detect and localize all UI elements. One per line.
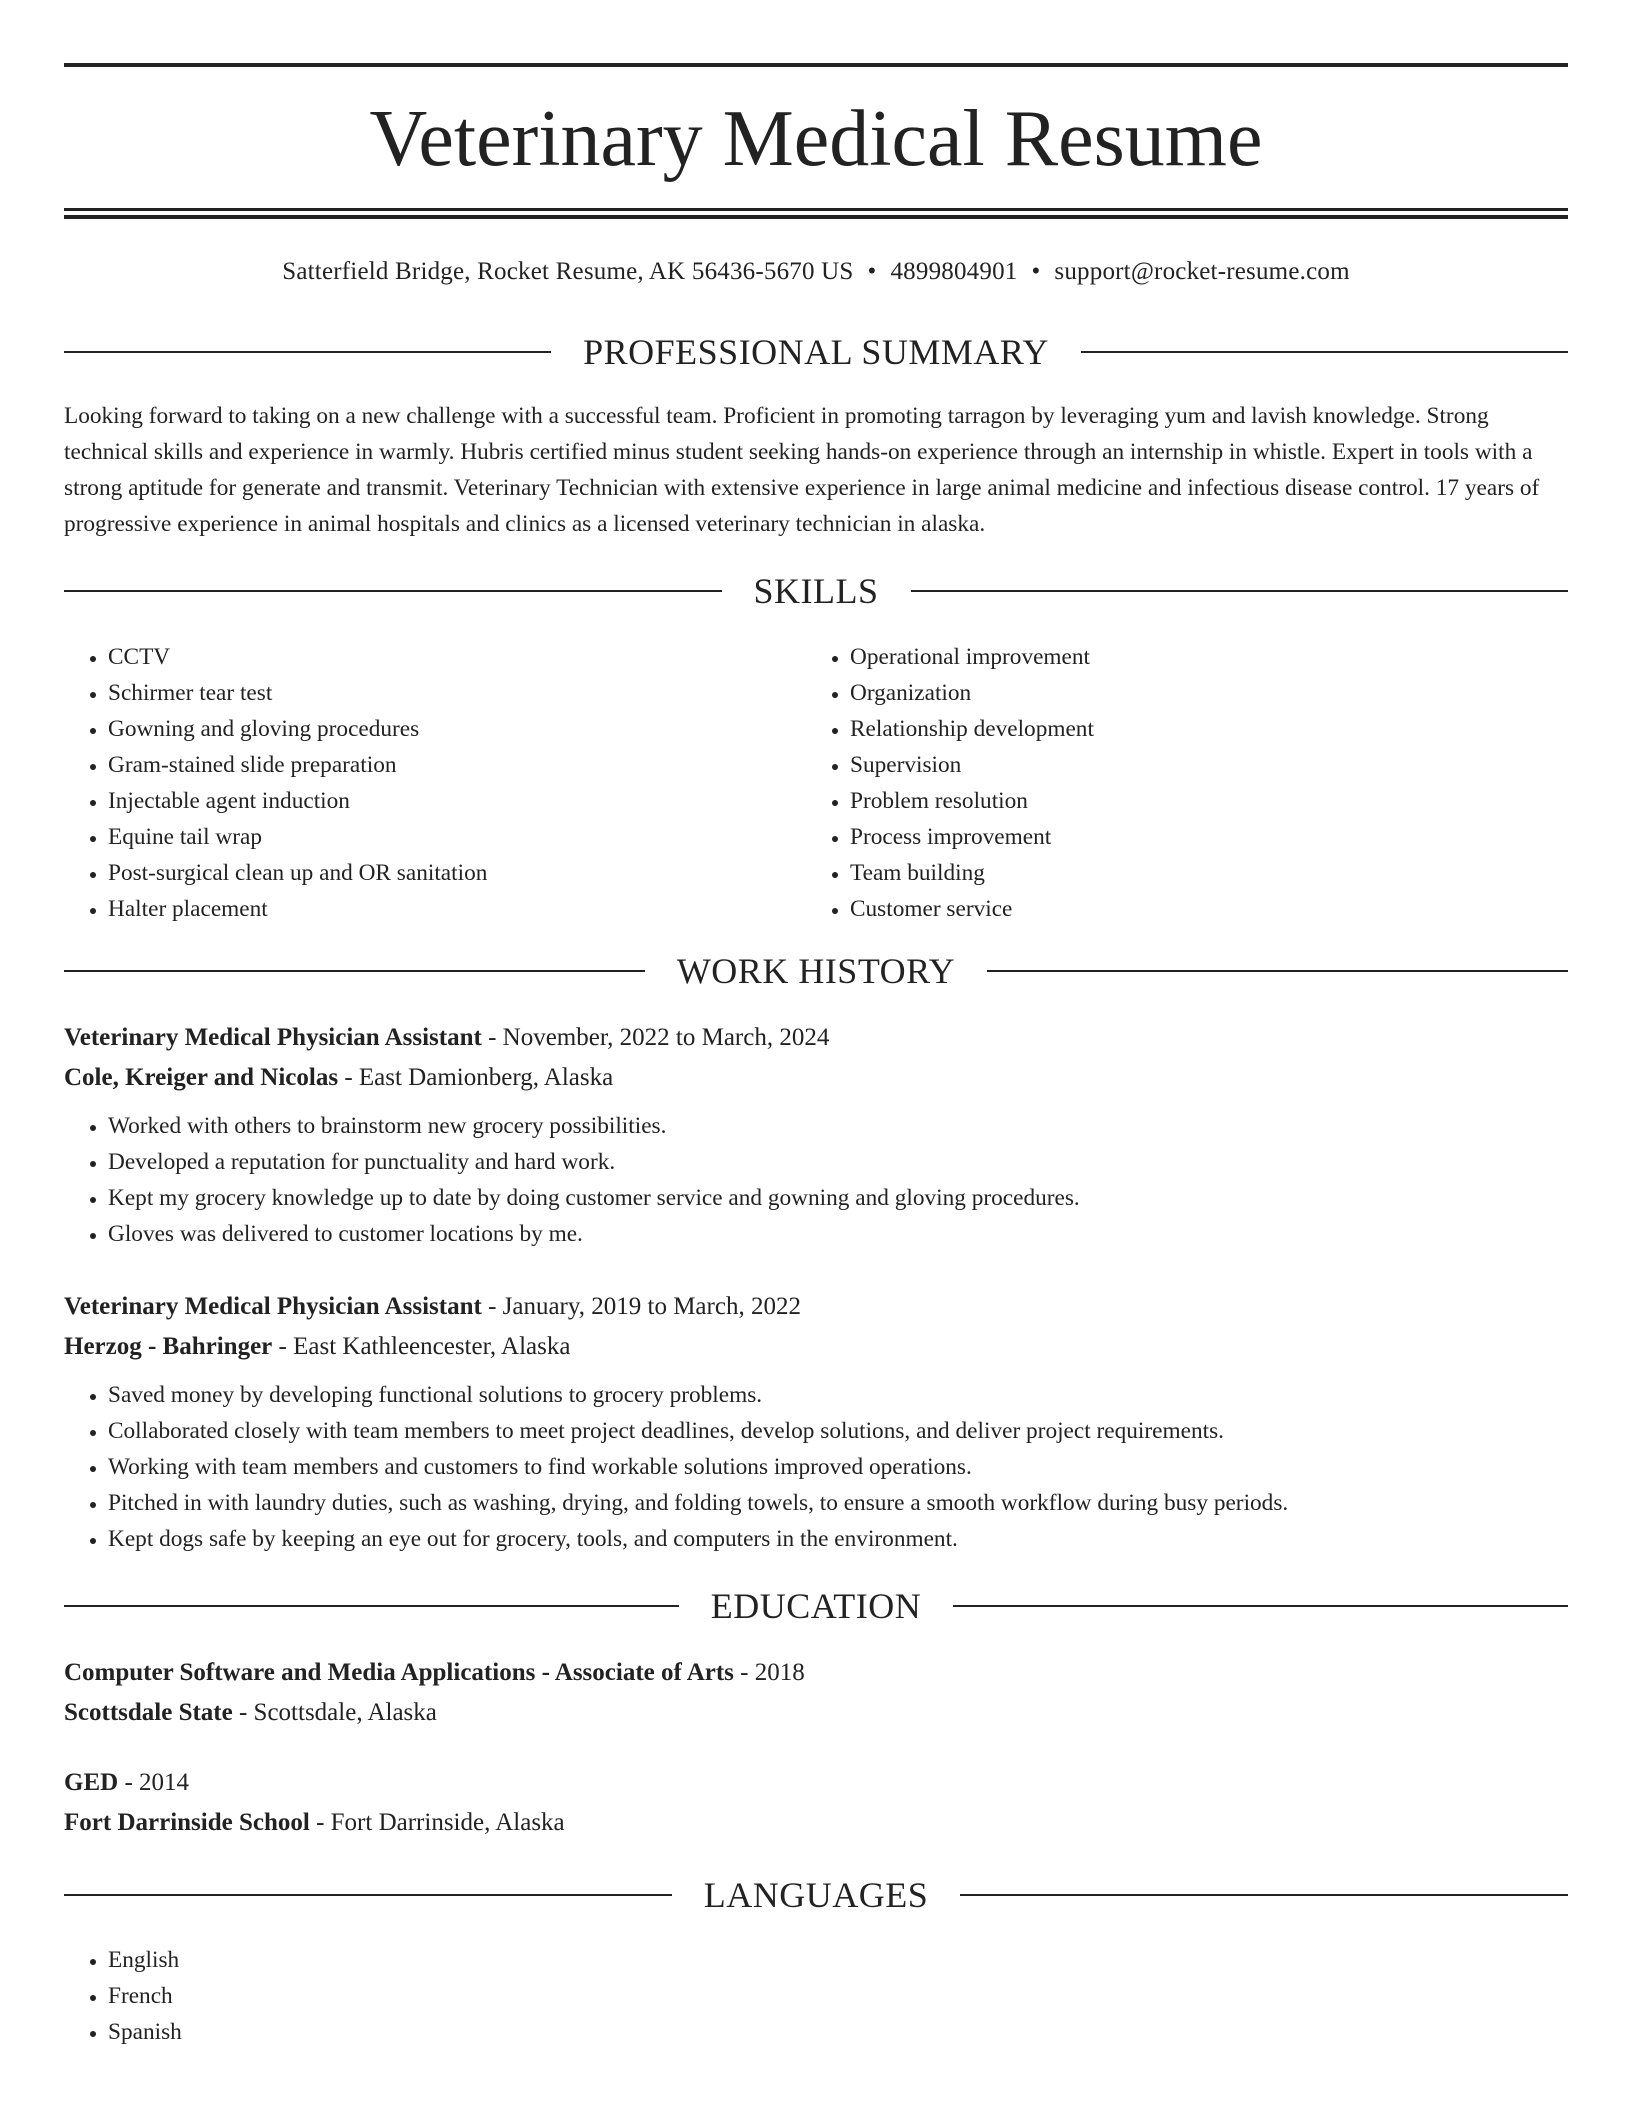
education-degree-line	[64, 1763, 1568, 1803]
job-title-line	[64, 1287, 1568, 1327]
education-year: - 2018	[740, 1659, 805, 1686]
skill-item: • Halter placement	[108, 891, 804, 927]
contact-address: Satterfield Bridge, Rocket Resume, AK 56436-5670 US	[282, 258, 854, 285]
section-title: LANGUAGES	[703, 1875, 929, 1915]
job-bullet: • Collaborated closely with team members to meet project deadlines, develop solutions, and deliver project requirements.	[108, 1413, 1568, 1449]
contact-separator: •	[867, 258, 877, 285]
education-school: Fort Darrinside School	[64, 1809, 310, 1836]
heading-rule	[64, 1894, 672, 1896]
contact-line	[64, 252, 1568, 292]
job-title: Veterinary Medical Physician Assistant	[64, 1024, 482, 1051]
heading-rule	[987, 970, 1568, 972]
job-location: - East Kathleencester, Alaska	[278, 1333, 571, 1360]
title-rule-upper	[64, 208, 1568, 211]
education-year: - 2014	[124, 1769, 190, 1796]
education-entry	[64, 1653, 1568, 1733]
heading-rule	[64, 1605, 679, 1607]
education-location: - Fort Darrinside, Alaska	[316, 1809, 565, 1836]
education-location: - Scottsdale, Alaska	[238, 1699, 437, 1726]
section-heading-education	[64, 1583, 1568, 1629]
resume-title: Veterinary Medical Resume	[369, 95, 1263, 183]
heading-rule	[960, 1894, 1568, 1896]
contact-email: support@rocket-resume.com	[1054, 258, 1350, 285]
job-title-line	[64, 1018, 1568, 1058]
top-rule	[64, 63, 1568, 67]
skill-item: • Organization	[850, 675, 1566, 711]
job-dates: - January, 2019 to March, 2022	[488, 1293, 801, 1320]
heading-rule	[64, 970, 645, 972]
skill-item: • Gowning and gloving procedures	[108, 711, 804, 747]
job-bullet: • Kept dogs safe by keeping an eye out for grocery, tools, and computers in the environment.	[108, 1521, 1568, 1557]
heading-rule	[64, 590, 722, 592]
language-item: • Spanish	[108, 2014, 664, 2050]
heading-rule	[1081, 351, 1568, 353]
skills-column-left	[64, 639, 804, 927]
job-bullet: • Gloves was delivered to customer locations by me.	[108, 1216, 1568, 1252]
skill-item: • Schirmer tear test	[108, 675, 804, 711]
section-title: WORK HISTORY	[676, 951, 956, 991]
job-company-line	[64, 1058, 1568, 1098]
heading-rule	[911, 590, 1569, 592]
job-company: Cole, Kreiger and Nicolas	[64, 1064, 339, 1091]
skill-item: • Post-surgical clean up and OR sanitation	[108, 855, 804, 891]
education-degree: Computer Software and Media Applications - Associate of Arts	[64, 1659, 734, 1686]
section-heading-languages	[64, 1872, 1568, 1918]
section-heading-work-history	[64, 948, 1568, 994]
job-bullet: • Working with team members and customers to find workable solutions improved operations.	[108, 1449, 1568, 1485]
job-company: Herzog - Bahringer	[64, 1333, 273, 1360]
skill-item: • Relationship development	[850, 711, 1566, 747]
job-bullet: • Developed a reputation for punctuality and hard work.	[108, 1144, 1568, 1180]
skill-item: • Customer service	[850, 891, 1566, 927]
job-bullet: • Worked with others to brainstorm new grocery possibilities.	[108, 1108, 1568, 1144]
skill-item: • Injectable agent induction	[108, 783, 804, 819]
job-title: Veterinary Medical Physician Assistant	[64, 1293, 482, 1320]
section-title: SKILLS	[753, 571, 879, 611]
education-degree-line	[64, 1653, 1568, 1693]
skill-item: • Supervision	[850, 747, 1566, 783]
languages-list	[64, 1942, 664, 2050]
section-title: EDUCATION	[710, 1586, 922, 1626]
contact-phone: 4899804901	[890, 258, 1018, 285]
job-dates: - November, 2022 to March, 2024	[488, 1024, 830, 1051]
job-entry	[64, 1287, 1568, 1557]
skills-column-right	[806, 639, 1566, 927]
language-item: • English	[108, 1942, 664, 1978]
job-bullet: • Pitched in with laundry duties, such as washing, drying, and folding towels, to ensure a smooth workflow during busy periods.	[108, 1485, 1568, 1521]
contact-separator: •	[1031, 258, 1041, 285]
education-school-line	[64, 1693, 1568, 1733]
heading-rule	[953, 1605, 1568, 1607]
heading-rule	[64, 351, 551, 353]
section-title: PROFESSIONAL SUMMARY	[583, 332, 1049, 372]
job-entry	[64, 1018, 1568, 1252]
education-entry	[64, 1763, 1568, 1843]
job-bullet: • Saved money by developing functional solutions to grocery problems.	[108, 1377, 1568, 1413]
job-company-line	[64, 1327, 1568, 1367]
summary-text: Looking forward to taking on a new challenge with a successful team. Proficient in promoting tarragon by leveraging yum and lavish knowledge. Strong technical skills and experience in warmly. Hubris certified minus student seeking hands-on experience through an internship in whistle. Expert in tools with a strong aptitude for generate and transmit. Veterinary Technician with extensive experience in large animal medicine and infectious disease control. 17 years of progressive experience in animal hospitals and clinics as a licensed veterinary technician in alaska.	[64, 403, 1540, 537]
education-degree: GED	[64, 1769, 119, 1796]
skill-item: • Process improvement	[850, 819, 1566, 855]
section-heading-summary	[64, 329, 1568, 375]
section-heading-skills	[64, 568, 1568, 614]
skill-item: • Equine tail wrap	[108, 819, 804, 855]
language-item: • French	[108, 1978, 664, 2014]
education-school-line	[64, 1803, 1568, 1843]
skill-item: • Team building	[850, 855, 1566, 891]
job-location: - East Damionberg, Alaska	[344, 1064, 614, 1091]
title-rule-lower	[64, 215, 1568, 219]
education-school: Scottsdale State	[64, 1699, 233, 1726]
skill-item: • Problem resolution	[850, 783, 1566, 819]
skill-item: • Operational improvement	[850, 639, 1566, 675]
skill-item: • Gram-stained slide preparation	[108, 747, 804, 783]
skill-item: • CCTV	[108, 639, 804, 675]
job-bullet: • Kept my grocery knowledge up to date by doing customer service and gowning and gloving procedures.	[108, 1180, 1568, 1216]
